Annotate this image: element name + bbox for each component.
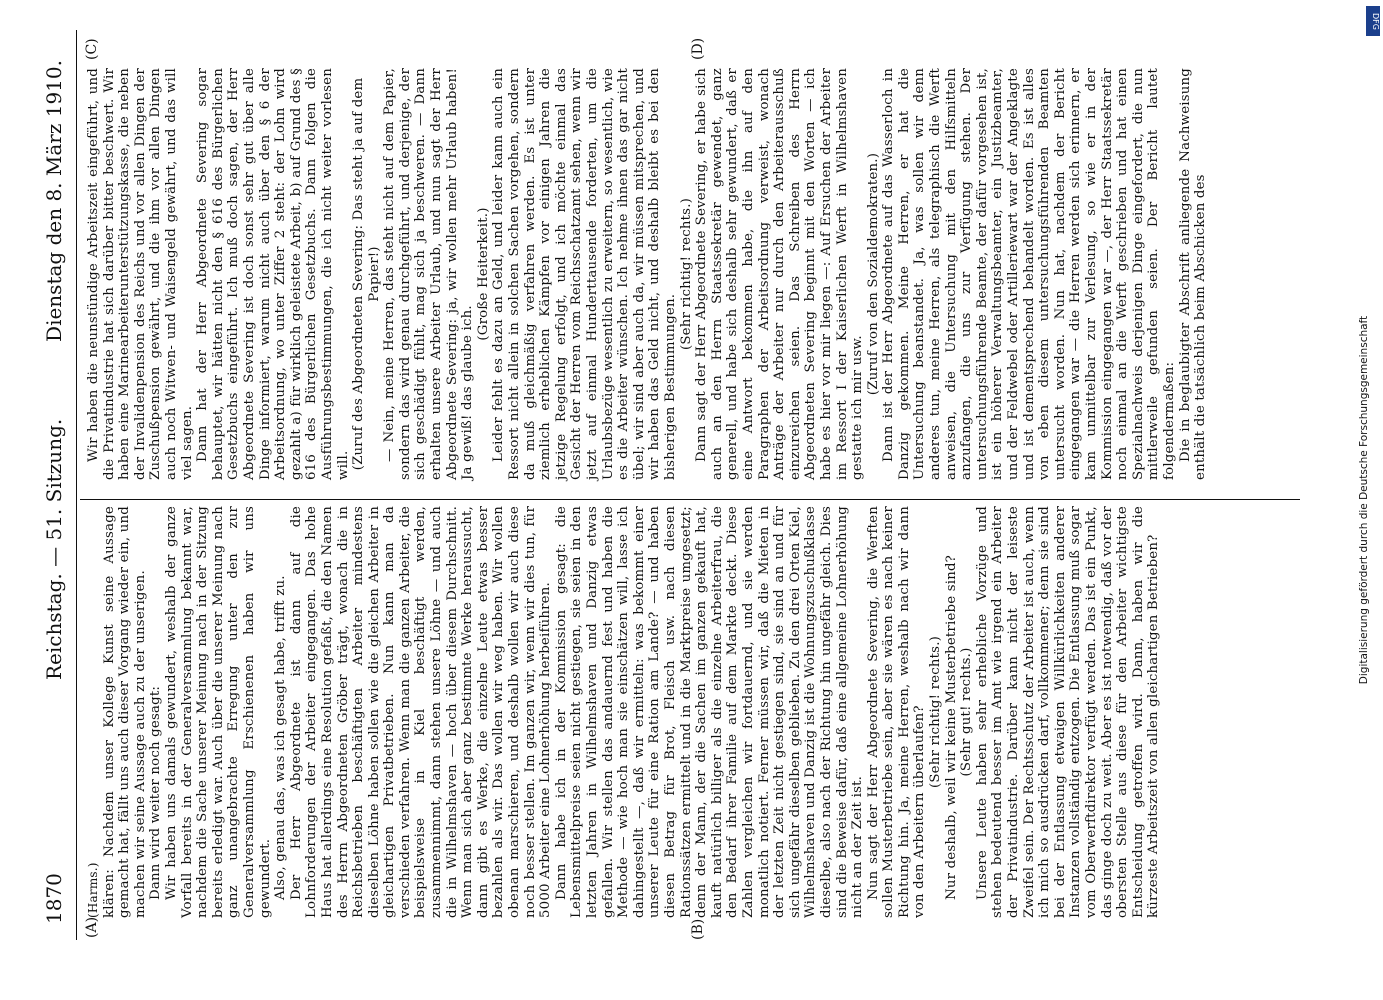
margin-marker-b: (B) <box>690 918 706 940</box>
interjection: (Zuruf von den Sozialdemokraten.) <box>865 152 881 396</box>
interjection: (Große Heiterkeit.) <box>475 207 491 341</box>
paragraph: Nun sagt der Herr Abgeordnete Severing, die Werften sollen Musterbetriebe sein, aber sie wären es nach keiner Richtung hin. Ja, meine Herren, weshalb nach wir dann von den Arbeitern überlaufen? <box>865 506 928 918</box>
paragraph: Also, genau das, was ich gesagt habe, trifft zu. <box>273 575 289 900</box>
margin-marker-c: (C) <box>84 38 100 60</box>
speaker-tag: (Harms.) <box>86 862 100 918</box>
paragraph: Dann hat der Herr Abgeordnete Severing sogar behauptet, wir hätten nicht den § 616 des Bürgerlichen Gesetzbuchs eingeführt. Ich muß doch sagen, der Herr Abgeordnete Severing ist doch sonst sehr gut über alle Dinge informiert, warum nicht auch über den § 6 der Arbeitsordnung, wo unter Ziffer 2 steht: der Lohn wird gezahlt a) für wirklich geleistete Arbeit, b) auf Grund des § 616 des Bürgerlichen Gesetzbuchs. Dann folgen die Ausführungsbestimmungen, die ich nicht weiter vorlesen will. <box>195 68 351 480</box>
interjection: (Sehr gut! rechts.) <box>959 647 975 777</box>
dfg-logo: DFG <box>1366 6 1380 36</box>
paragraph: Dann ist der Herr Abgeordnete auf das Wasserloch in Danzig gekommen. Meine Herren, er hat die Untersuchung beanstandet. Ja, was sollen wir denn anderes tun, meine Herren, als telegraphisch die Werft anweisen, die Untersuchung mit den Hilfsmitteln anzufangen, die uns zur Verfügung stehen. Der untersuchungsführende Beamte, der dafür vorgesehen ist, ist ein höherer Verwaltungsbeamter, ein Justizbeamter, und der Feldwebel oder Artilleriewart war der Angeklagte und ist dementsprechend behandelt worden. Es ist alles von eben diesem untersuchungsführenden Beamten untersucht worden. Nun hat, nachdem der Bericht eingegangen war — die Herren werden sich erinnern, er kam unmittelbar zur Verlesung, so wie er in der Kommission eingegangen war —, der Herr Staatssekretär noch einmal an die Werft geschrieben und hat einen Spezialnachweis derjenigen Dinge eingefordert, die nun mittlerweile gefunden seien. Der Bericht lautet folgendermaßen: <box>881 68 1177 480</box>
paragraph: Wir haben uns damals gewundert, weshalb der ganze Vorfall bereits in der Generalversammlung bekannt war, nachdem die Sache unserer Meinung nach in der Sitzung bereits erledigt war. Auch über die unserer Meinung nach ganz unangebrachte Erregung unter den zur Generalversammlung Erschienenen haben wir uns gewundert. <box>163 506 273 918</box>
page-number: 1870 <box>42 873 66 924</box>
paragraph: — Nein, meine Herren, das steht nicht auf dem Papier, sondern das wird genau durchgeführt, und derjenige, der sich geschädigt fühlt, mag sich ja beschweren. — Dann erhalten unsere Arbeiter Urlaub, und nun sagt der Herr Abgeordnete Severing: ja, wir wollen mehr Urlaub haben! Ja gewiß! das glaube ich. <box>382 68 476 480</box>
digitization-credit <box>1358 0 1380 1000</box>
left-column <box>86 506 1162 918</box>
credit-text: Digitalisierung gefördert durch die Deutsche Forschungsgemeinschaft <box>1358 315 1370 685</box>
interjection: (Sehr richtig! rechts.) <box>928 635 944 789</box>
session-title: Reichstag. — 51. Sitzung. <box>42 418 66 680</box>
interjection: (Zuruf des Abgeordneten Severing: Das steht ja auf dem Papier!) <box>351 77 382 471</box>
right-column <box>86 68 1209 480</box>
paragraph: Dann sagt der Herr Abgeordnete Severing, er habe sich auch an den Herrn Staatssekretär gewendet, ganz generell, und habe sich deshalb sehr gewundert, daß er eine Antwort bekommen habe, die ihn auf den Paragraphen der Arbeitsordnung verweist, wonach Anträge der Arbeiter nur durch den Arbeiterausschuß einzureichen seien. Das Schreiben des Herrn Abgeordneten Severing beginnt mit den Worten — ich habe es hier vor mir liegen —: Auf Ersuchen der Arbeiter im Ressort I der Kaiserlichen Werft in Wilhelmshaven gestatte ich mir usw. <box>694 68 866 480</box>
margin-marker-a: (A) <box>84 916 100 938</box>
paragraph: klären: Nachdem unser Kollege Kunst seine Aussage gemacht hat, fällt uns auch dieser Vorgang wieder ein, und machen wir seine Aussage auch zu der unserigen. <box>101 506 148 918</box>
running-header <box>36 30 77 940</box>
paragraph: Dann habe ich in der Kommission gesagt: die Lebensmittelpreise seien nicht gestiegen, sie seien in den letzten Jahren in Wilhelmshaven und Danzig etwas gefallen. Wir stellen das andauernd fest und haben die Methode — wie hoch man sie einschätzen will, lasse ich dahingestellt —, daß wir ermitteln: was bekommt einer unserer Leute für eine Ration am Lande? — und haben diesen Betrag für Brot, Fleisch usw. nach diesen Rationssätzen ermittelt und in die Marktpreise umgesetzt; denn der Mann, der die Sachen im ganzen gekauft hat, kauft natürlich billiger als die einzelne Arbeiterfrau, die den Bedarf ihrer Familie auf dem Markte deckt. Diese Zahlen vergleichen wir fortdauernd, und sie werden monatlich notiert. Ferner müssen wir, daß die Mieten in der letzten Zeit nicht gestiegen sind, sie sind an und für sich ungefähr dieselben geblieben. Zu den drei Orten Kiel, Wilhelmshaven und Danzig ist die Wohnungszuschußklasse dieselbe, also nach der Richtung hin ungefähr gleich. Dies sind die Beweise dafür, daß eine allgemeine Lohnerhöhung nicht an der Zeit ist. <box>553 505 866 918</box>
paragraph: Unsere Leute haben sehr erhebliche Vorzüge und stehen bedeutend besser im Amt wie irgend ein Arbeiter der Privatindustrie. Darüber kann nicht der leiseste Zweifel sein. Der Rechtsschutz der Arbeiter ist auch, wenn ich mich so ausdrücken darf, vollkommener; denn sie sind bei der Entlassung etwaigen Willkürlichkeiten anderer Instanzen vollständig entzogen. Die Entlassung muß sogar vom Oberwerftdirektor verfügt werden. Das ist ein Punkt, das ginge doch zu weit. Aber es ist notwendig, daß vor der obersten Stelle aus diese für den Arbeiter wichtigste Entscheidung getroffen wird. Dann, haben wir die kürzeste Arbeitszeit von allen gleichartigen Betrieben? <box>974 506 1162 918</box>
margin-marker-d: (D) <box>690 37 706 60</box>
column-divider <box>80 499 1300 500</box>
paragraph: Nur deshalb, weil wir keine Musterbetriebe sind? <box>943 555 959 900</box>
paragraph: Wir haben die neunstündige Arbeitszeit eingeführt, und die Privatindustrie hat sich darüber bitter beschwert. Wir haben eine Marinearbeiterunterstützungskasse, die neben der Invalidenpension des Reichs und vor allen Dingen der Zuschußpension gewährt, und die ihm vor allen Dingen auch noch Witwen- und Waisengeld gewährt, und das will viel sagen. <box>86 68 195 480</box>
session-date: Dienstag den 8. März 1910. <box>42 60 66 342</box>
interjection: (Sehr richtig! rechts.) <box>678 197 694 351</box>
paragraph: Leider fehlt es dazu an Geld, und leider kann auch ein Ressort nicht allein in solchen Sachen vorgehen, sondern da muß gleichmäßig verfahren werden. Es ist unter ziemlich erheblichen Kämpfen vor einigen Jahren die jetzige Regelung erfolgt, und ich möchte einmal das Gesicht der Herren vom Reichsschatzamt sehen, wenn wir jetzt auf einmal Hunderttausende forderten, um die Urlaubsbezüge wesentlich zu erweitern, so wesentlich, wie es die Arbeiter wünschen. Ich nehme ihnen das gar nicht übel; wir sind aber auch da, wir müssen mitsprechen, und wir haben das Geld nicht, und deshalb bleibt es bei den bisherigen Bestimmungen. <box>491 68 678 480</box>
paragraph: Die in beglaubigter Abschrift anliegende Nachweisung enthält die tatsächlich beim Abschicken des <box>1177 68 1209 480</box>
paragraph: Der Herr Abgeordnete ist dann auf die Lohnforderungen der Arbeiter eingegangen. Das hohe Haus hat allerdings eine Resolution gefaßt, die den Namen des Herrn Abgeordneten Gröber trägt, wonach die in Reichsbetrieben beschäftigten Arbeiter mindestens dieselben Löhne haben sollen wie die gleichen Arbeiter in gleichartigen Privatbetrieben. Nun kann man da verschieden verfahren. Wenn man die ganzen Arbeiter, die beispielsweise in Kiel beschäftigt werden, zusammennimmt, dann stehen unsere Löhne — und auch die in Wilhelmshaven — hoch über diesem Durchschnitt. Wenn man sich aber ganz bestimmte Werke heraussucht, dann gibt es Werke, die einzelne Leute etwas besser bezahlen als wir. Das wollen wir weg haben. Wir wollen obenan marschieren, und deshalb wollen wir auch diese noch besser stellen. Im ganzen wir, wenn wir dies tun, für 5000 Arbeiter eine Lohnerhöhung herbeiführen. <box>288 506 554 918</box>
paragraph: Dann wird weiter noch gesagt: <box>148 685 164 900</box>
